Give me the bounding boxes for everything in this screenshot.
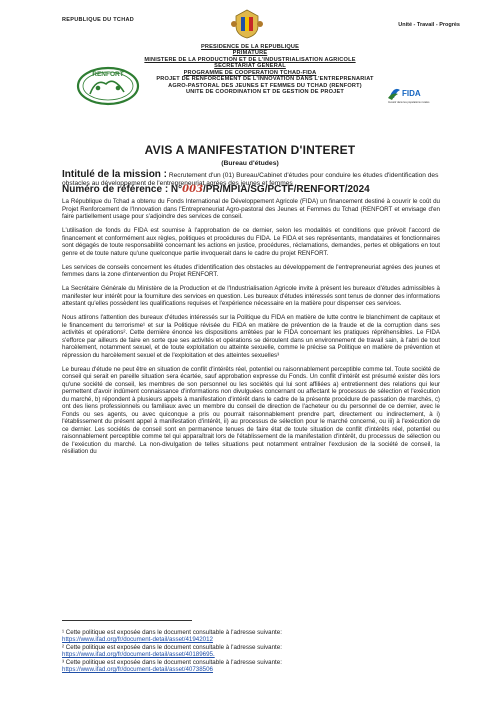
ministry-line: PROGRAMME DE COOPERATION TCHAD-FIDA (183, 69, 317, 76)
ministry-line: MINISTERE DE LA PRODUCTION ET DE L'INDUSTRIALISATION AGRICOLE (144, 56, 356, 63)
footnote-link[interactable]: https://www.ifad.org/fr/document-detail/asset/41942012 (62, 636, 213, 644)
coat-of-arms-icon (230, 8, 264, 40)
country-name: REPUBLIQUE DU TCHAD (62, 17, 135, 23)
project-line: AGRO-PASTORAL DES JEUNES ET FEMMES DU TCHAD (RENFORT) (168, 82, 362, 89)
mission-label: Intitulé de la mission : (62, 169, 168, 180)
ministry-line: PRIMATURE (232, 50, 268, 57)
footnote-text: ¹ Cette politique est exposée dans le document consultable à l'adresse suivante: (62, 629, 282, 636)
project-header (140, 76, 390, 96)
ministry-line: SECRETARIAT GENERAL (214, 63, 286, 70)
renfort-logo-text: RENFORT (92, 71, 124, 78)
ministry-header (0, 44, 500, 76)
footnote-text: ² Cette politique est exposée dans le document consultable à l'adresse suivante: (62, 643, 282, 651)
national-motto: Unité - Travail - Progrès (398, 22, 460, 28)
notice-body (62, 198, 440, 462)
paragraph: Le bureau d'étude ne peut être en situation de conflit d'intérêts réel, potentiel ou raisonnablement perceptible comme tel. Toute société de conseil qui serait en pareille situation sera écartée, sauf approbation expresse du Fonds. Un conflit d'intérêt est présumé exister dès lors qu'une société de conseil, les membres de son personnel ou les sociétés qui lui sont affiliées a) entretiennent des relations qui leur permettent d'avoir indûment connaissance d'informations non divulguées concernant ou affectant le processus de sélection et l'exécution du marché, b) répondent à plusieurs appels à manifestation d'intérêt dans le cadre de la présente procédure de passation de marchés, c) ont des liens professionnels ou familiaux avec un membre du conseil de direction de l'acheteur ou du personnel de ce dernier, avec le Fonds ou ses agents, ou avec quiconque a pris ou pourrait raisonnablement prendre part, directement ou indirectement, à i) l'établissement du présent appel à manifestation d'intérêt, ii) au processus de sélection pour le marché concerné, ou iii) à l'exécution de ce dernier. Les sociétés de conseil sont en permanence tenues de faire état de toute situation de conflit d'intérêts réel, potentiel ou raisonnablement perceptible comme tel qui apparaîtrait lors de l'établissement de la manifestation d'intérêt, du processus de sélection ou de l'exécution du marché. La non-divulgation de telles situations peut notamment entraîner l'exclusion de la société de conseil, la résiliation du (62, 365, 440, 455)
paragraph: La Secrétaire Générale du Ministère de la Production et de l'Industrialisation Agricole invite à présent les bureaux d'études admissibles à manifester leur intérêt pour la fourniture des services en question. Les bureaux d'études intéressés sont tenus de donner des informations attestant qu'elles possèdent les qualifications requises et l'expérience nécessaire en la matière pour dispenser ces services. (62, 285, 440, 307)
footnote (62, 629, 440, 644)
paragraph: L'utilisation de fonds du FIDA est soumise à l'approbation de ce dernier, selon les modalités et conditions que prévoit l'accord de financement et conformément aux règles, politiques et procédures du FIDA. Le FIDA et ses représentants, mandataires et fonctionnaires sont dégagés de toute responsabilité concernant les actions en justice, procédures, réclamations, demandes, pertes et obligations en tout genre et de toute nature qu'une quelconque partie invoquerait dans le cadre du projet RENFORT. (62, 227, 440, 257)
fida-logo-text: FIDA (402, 89, 421, 98)
project-line: UNITE DE COORDINATION ET DE GESTION DE PROJET (185, 89, 345, 96)
notice-title: AVIS A MANIFESTATION D'INTERET (144, 143, 356, 157)
footnotes (62, 620, 440, 673)
reference-code: /PR/MPIA/SG/PCTF/RENFORT/2024 (203, 184, 370, 195)
reference-handwritten: 003 (182, 184, 204, 195)
fida-logo-caption: Investir dans les populations rurales (388, 101, 430, 104)
mission-text: Recrutement d'un (01) Bureau/Cabinet d'études pour conduire les études d'identification des obstacles au développement de l'entrepreneuriat agrées des jeunes et femmes (62, 172, 439, 187)
fida-logo-icon (386, 82, 460, 104)
reference-label: Numéro de référence : N° (62, 184, 183, 195)
project-line: PROJET DE RENFORCEMENT DE L'INNOVATION DANS L'ENTREPRENARIAT (156, 76, 374, 82)
paragraph: Nous attirons l'attention des bureaux d'études intéressés sur la Politique du FIDA en matière de lutte contre le blanchiment de capitaux et le financement du terrorisme¹ et sur la Politique révisée du FIDA en matière de prévention de la fraude et de la corruption dans ses activités et opérations². Cette dernière énonce les dispositions arrêtées par le FIDA concernant les pratiques répréhensibles. Le FIDA s'efforce par ailleurs de faire en sorte que ses activités et opérations se déroulent dans un environnement de travail sain, à l'abri de tout harcèlement, notamment sexuel, et de toute exploitation ou atteinte sexuelle, comme le précise sa Politique en matière de prévention et répression du harcèlement sexuel et de l'exploitation et des atteintes sexuelles³ (62, 314, 440, 359)
notice-subtitle: (Bureau d'études) (221, 160, 279, 167)
footnote-link[interactable]: https://www.ifad.org/fr/document-detail/asset/40738506 (62, 666, 213, 674)
reference-number (62, 184, 370, 195)
footnote-divider (62, 620, 192, 621)
paragraph: Les services de conseils concernent les études d'identification des obstacles au développement de l'entrepreneuriat agrées des jeunes et femmes dans la zone d'intervention du Projet RENFORT. (62, 263, 440, 278)
footnote (62, 644, 440, 659)
ministry-line: PRESIDENCE DE LA REPUBLIQUE (200, 44, 300, 50)
footnote (62, 659, 440, 674)
renfort-logo-icon (76, 66, 140, 106)
footnote-text: ³ Cette politique est exposée dans le document consultable à l'adresse suivante: (62, 658, 282, 666)
paragraph: La République du Tchad a obtenu du Fonds International de Développement Agricole (FIDA) un financement destiné à couvrir le coût du Projet Renforcement de l'Innovation dans l'Entrepreneuriat Agro-pastoral des Jeunes et Femmes du Tchad (RENFORT et envisage d'en faire partiellement usage pour s'adjoindre des services de conseil. (62, 198, 440, 220)
footnote-link[interactable]: https://www.ifad.org/fr/document-detail/asset/40189695. (62, 651, 215, 659)
